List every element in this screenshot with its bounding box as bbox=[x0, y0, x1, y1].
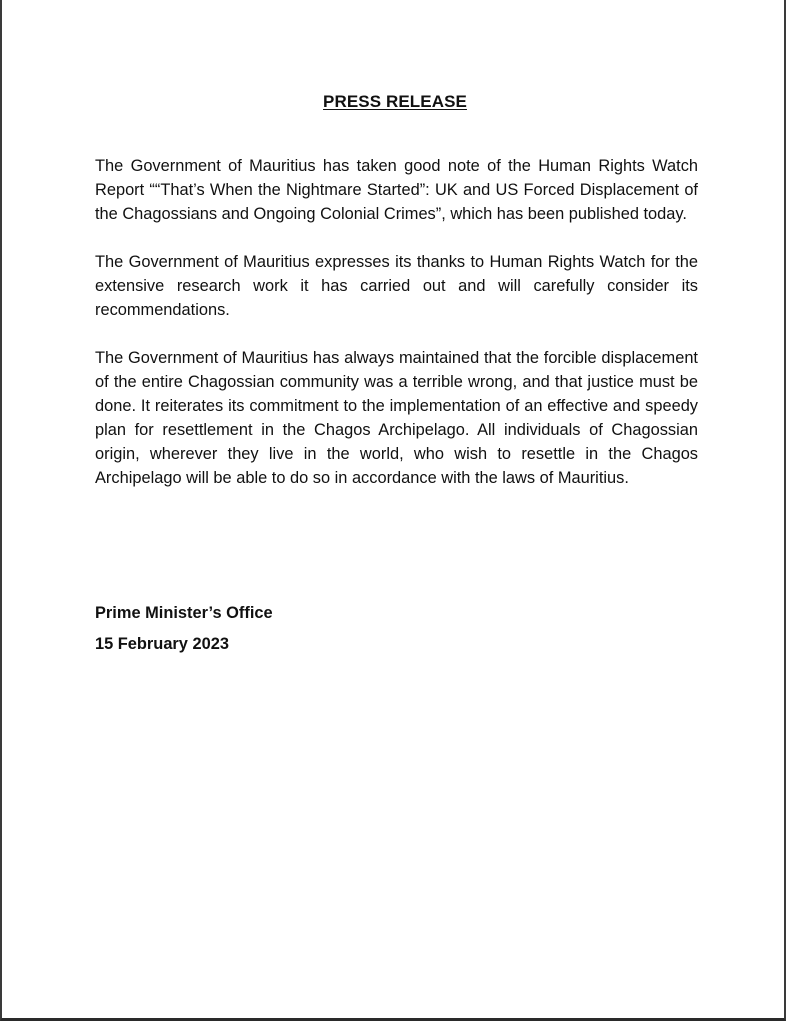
paragraph-report-note: The Government of Mauritius has taken good note of the Human Rights Watch Report ““That’s When the Nightmare Started”: UK and US Forced Displacement of the Chagossians and Ongoing Colonial Crimes”, which has been published today. bbox=[95, 157, 698, 223]
release-date: 15 February 2023 bbox=[95, 635, 229, 653]
paragraph-resettlement: The Government of Mauritius has always maintained that the forcible displacement of the entire Chagossian community was a terrible wrong, and that justice must be done. It reiterates its commitment to the implementation of an effective and speedy plan for resettlement in the Chagos Archipelago. All individuals of Chagossian origin, wherever they live in the world, who wish to resettle in the Chagos Archipelago will be able to do so in accordance with the laws of Mauritius. bbox=[95, 349, 698, 487]
document-body bbox=[95, 154, 698, 514]
issuing-office: Prime Minister’s Office bbox=[95, 604, 273, 622]
signature-block bbox=[95, 598, 273, 660]
document-title: PRESS RELEASE bbox=[323, 92, 467, 111]
paragraph-thanks: The Government of Mauritius expresses its thanks to Human Rights Watch for the extensive research work it has carried out and will carefully consider its recommendations. bbox=[95, 253, 698, 319]
